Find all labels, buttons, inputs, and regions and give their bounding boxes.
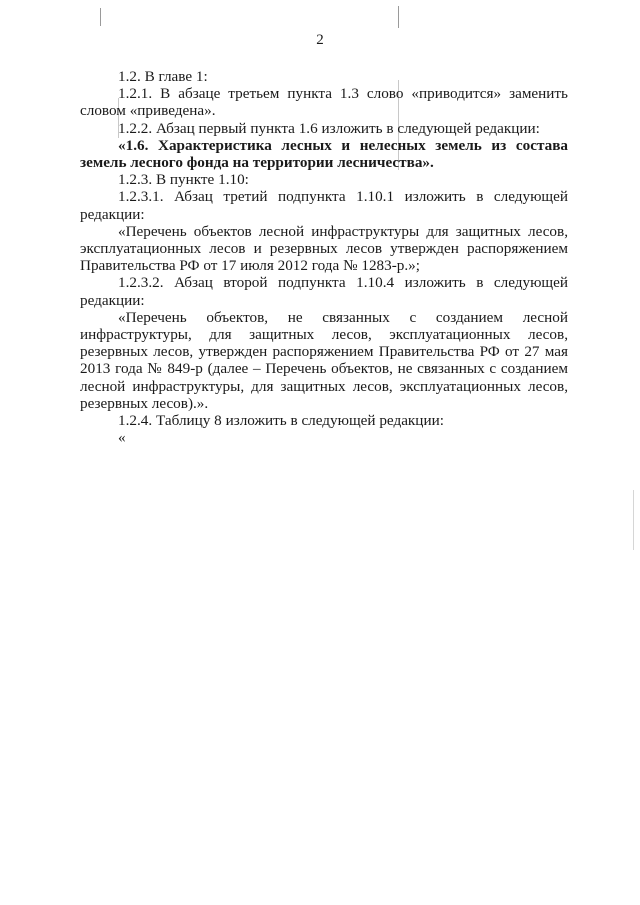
scan-artifact-line [100,8,101,26]
paragraph-amendment-1-2-1: 1.2.1. В абзаце третьем пункта 1.3 слово «приводится» заменить словом «приведена». [80,85,568,120]
paragraph-quote-infrastructure-list: «Перечень объектов лесной инфраструктуры для защитных лесов, эксплуатационных лесов и резервных лесов утвержден распоряжением Правительства РФ от 17 июля 2012 года № 1283-р.»; [80,222,568,275]
page-number: 2 [316,32,324,48]
paragraph-quote-non-infrastructure-list: «Перечень объектов, не связанных с созданием лесной инфраструктуры, для защитных лесов, эксплуатационных лесов, резервных лесов, утвержден распоряжением Правительства РФ от 27 мая 2013 года № 849-р (далее – Перечень объектов, не связанных с созданием лесной инфраструктуры, для защитных лесов, эксплуатационных лесов, резервных лесов).». [80,308,568,412]
paragraph-amendment-1-2-2: 1.2.2. Абзац первый пункта 1.6 изложить в следующей редакции: [118,119,540,137]
paragraph-amendment-1-2-3-2: 1.2.3.2. Абзац второй подпункта 1.10.4 изложить в следующей редакции: [80,274,568,309]
document-body [80,68,568,446]
paragraph-amendment-1-2-3: 1.2.3. В пункте 1.10: [118,171,249,189]
paragraph-amendment-1-2-3-1: 1.2.3.1. Абзац третий подпункта 1.10.1 изложить в следующей редакции: [80,188,568,223]
paragraph-amendment-1-2-4: 1.2.4. Таблицу 8 изложить в следующей редакции: [118,412,444,430]
scan-artifact-line [398,6,399,28]
scan-artifact-line [633,490,634,550]
paragraph-section-1-6-title: «1.6. Характеристика лесных и нелесных земель из состава земель лесного фонда на территории лесничества». [80,136,568,172]
paragraph-chapter-heading: 1.2. В главе 1: [118,68,208,85]
paragraph-opening-quote: « [118,429,126,447]
